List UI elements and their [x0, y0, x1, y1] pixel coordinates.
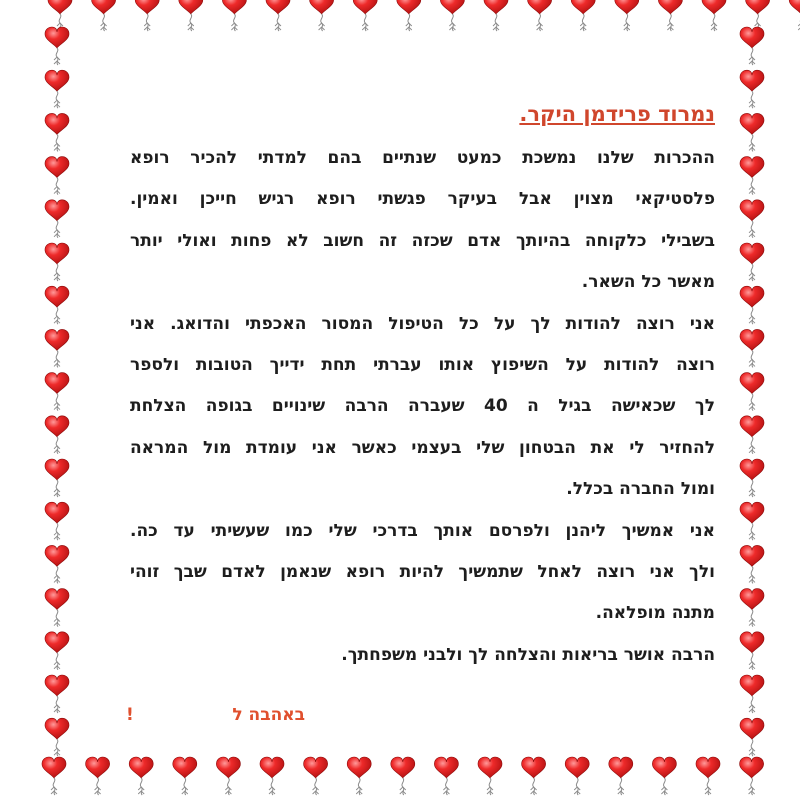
heart-balloon-icon: [45, 157, 69, 195]
heart-balloon-icon: [310, 0, 334, 31]
heart-balloon-icon: [45, 718, 69, 756]
heart-balloon-icon: [260, 757, 284, 795]
heart-balloon-icon: [478, 757, 502, 795]
letter-lines: [130, 138, 715, 676]
letter-line: מתנה מופלאה.: [595, 603, 715, 624]
heart-balloon-icon: [571, 0, 595, 31]
heart-balloon-icon: [740, 675, 764, 713]
heart-balloon-icon: [434, 757, 458, 795]
heart-balloon-icon: [135, 0, 159, 31]
heart-balloon-icon: [45, 286, 69, 324]
signoff-text: באהבה ל: [232, 705, 305, 725]
heart-balloon-icon: [45, 373, 69, 411]
heart-balloon-icon: [45, 545, 69, 583]
letter-line: בשבילי כלקוחה בהיותך אדם שכזה זה חשוב לא פחות ואולי יותר: [130, 230, 715, 251]
heart-balloon-icon: [740, 329, 764, 367]
heart-balloon-icon: [740, 502, 764, 540]
heart-balloon-icon: [740, 243, 764, 281]
letter-line: מאשר כל השאר.: [581, 272, 715, 293]
heart-balloon-icon: [45, 632, 69, 670]
heart-balloon-icon: [702, 0, 726, 31]
heart-balloon-icon: [45, 70, 69, 108]
heart-balloon-icon: [652, 757, 676, 795]
letter-line: ומול החברה בכלל.: [566, 479, 715, 500]
letter-line: ההכרות שלנו נמשכת כמעט שנתיים בהם למדתי להכיר רופא: [130, 148, 715, 168]
letter-signoff: [120, 700, 305, 730]
heart-balloon-icon: [740, 70, 764, 108]
letter-body: [130, 96, 715, 676]
heart-balloon-icon: [179, 0, 203, 31]
heart-balloon-icon: [222, 0, 246, 31]
heart-balloon-icon: [42, 757, 66, 795]
heart-balloon-icon: [740, 113, 764, 151]
heart-balloon-icon: [740, 545, 764, 583]
letter-line: לך שכאישה בגיל ה 40 שעברה הרבה שינויים בגופה הצלחת: [130, 396, 716, 417]
heart-balloon-icon: [86, 757, 110, 795]
heart-balloon-icon: [522, 757, 546, 795]
letter-line: ולך אני רוצה לאחל שתמשיך להיות רופא שנאמן לאדם שבך זוהי: [130, 561, 715, 582]
heart-balloon-icon: [266, 0, 290, 31]
heart-balloon-icon: [304, 757, 328, 795]
letter-line: פלסטיקאי מצוין אבל בעיקר פגשתי רופא רגיש חייכן ואמין.: [130, 189, 715, 210]
heart-balloon-icon: [528, 0, 552, 31]
letter-line: להחזיר לי את הבטחון שלי בעצמי כאשר אני עומדת מול המראה: [130, 437, 715, 458]
heart-balloon-icon: [216, 757, 240, 795]
heart-balloon-icon: [484, 0, 508, 31]
heart-balloon-icon: [173, 757, 197, 795]
heart-balloon-icon: [615, 0, 639, 31]
heart-balloon-icon: [45, 200, 69, 238]
heart-balloon-icon: [740, 632, 764, 670]
heart-balloon-icon: [740, 757, 764, 795]
letter-line: אני רוצה להודות לך על כל הטיפול המסור האכפתי והדואג. אני: [130, 313, 715, 334]
heart-balloon-icon: [353, 0, 377, 31]
heart-balloon-icon: [45, 459, 69, 497]
heart-balloon-icon: [397, 0, 421, 31]
heart-balloon-icon: [746, 0, 770, 31]
heart-balloon-icon: [129, 757, 153, 795]
heart-balloon-icon: [740, 373, 764, 411]
heart-balloon-icon: [740, 459, 764, 497]
heart-balloon-icon: [789, 0, 800, 31]
heart-balloon-icon: [440, 0, 464, 31]
heart-balloon-icon: [347, 757, 371, 795]
heart-balloon-icon: [45, 589, 69, 627]
heart-balloon-icon: [740, 589, 764, 627]
heart-balloon-icon: [696, 757, 720, 795]
heart-balloon-icon: [45, 243, 69, 281]
heart-balloon-icon: [45, 502, 69, 540]
heart-balloon-icon: [45, 416, 69, 454]
heart-balloon-icon: [609, 757, 633, 795]
letter-greeting: נמרוד פרידמן היקר.: [519, 102, 715, 126]
heart-balloon-icon: [45, 27, 69, 65]
heart-balloon-icon: [45, 675, 69, 713]
heart-balloon-icon: [565, 757, 589, 795]
letter-line: הרבה אושר בריאות והצלחה לך ולבני משפחתך.: [341, 644, 715, 665]
heart-balloon-icon: [48, 0, 72, 31]
heart-balloon-icon: [740, 27, 764, 65]
heart-balloon-icon: [391, 757, 415, 795]
letter-line: אני אמשיך ליהנן ולפרסם אותך בדרכי שלי כמו שעשיתי עד כה.: [130, 520, 715, 541]
heart-balloon-icon: [45, 329, 69, 367]
heart-balloon-icon: [740, 286, 764, 324]
heart-balloon-icon: [45, 113, 69, 151]
letter-line: רוצה להודות על השיפוץ אותו עברתי תחת ידייך הטובות ולספר: [130, 354, 715, 375]
heart-balloon-icon: [740, 718, 764, 756]
signoff-exclamation: !: [126, 705, 134, 725]
heart-balloon-icon: [740, 416, 764, 454]
heart-balloon-icon: [740, 200, 764, 238]
heart-balloon-icon: [658, 0, 682, 31]
heart-balloon-icon: [740, 157, 764, 195]
heart-balloon-icon: [92, 0, 116, 31]
